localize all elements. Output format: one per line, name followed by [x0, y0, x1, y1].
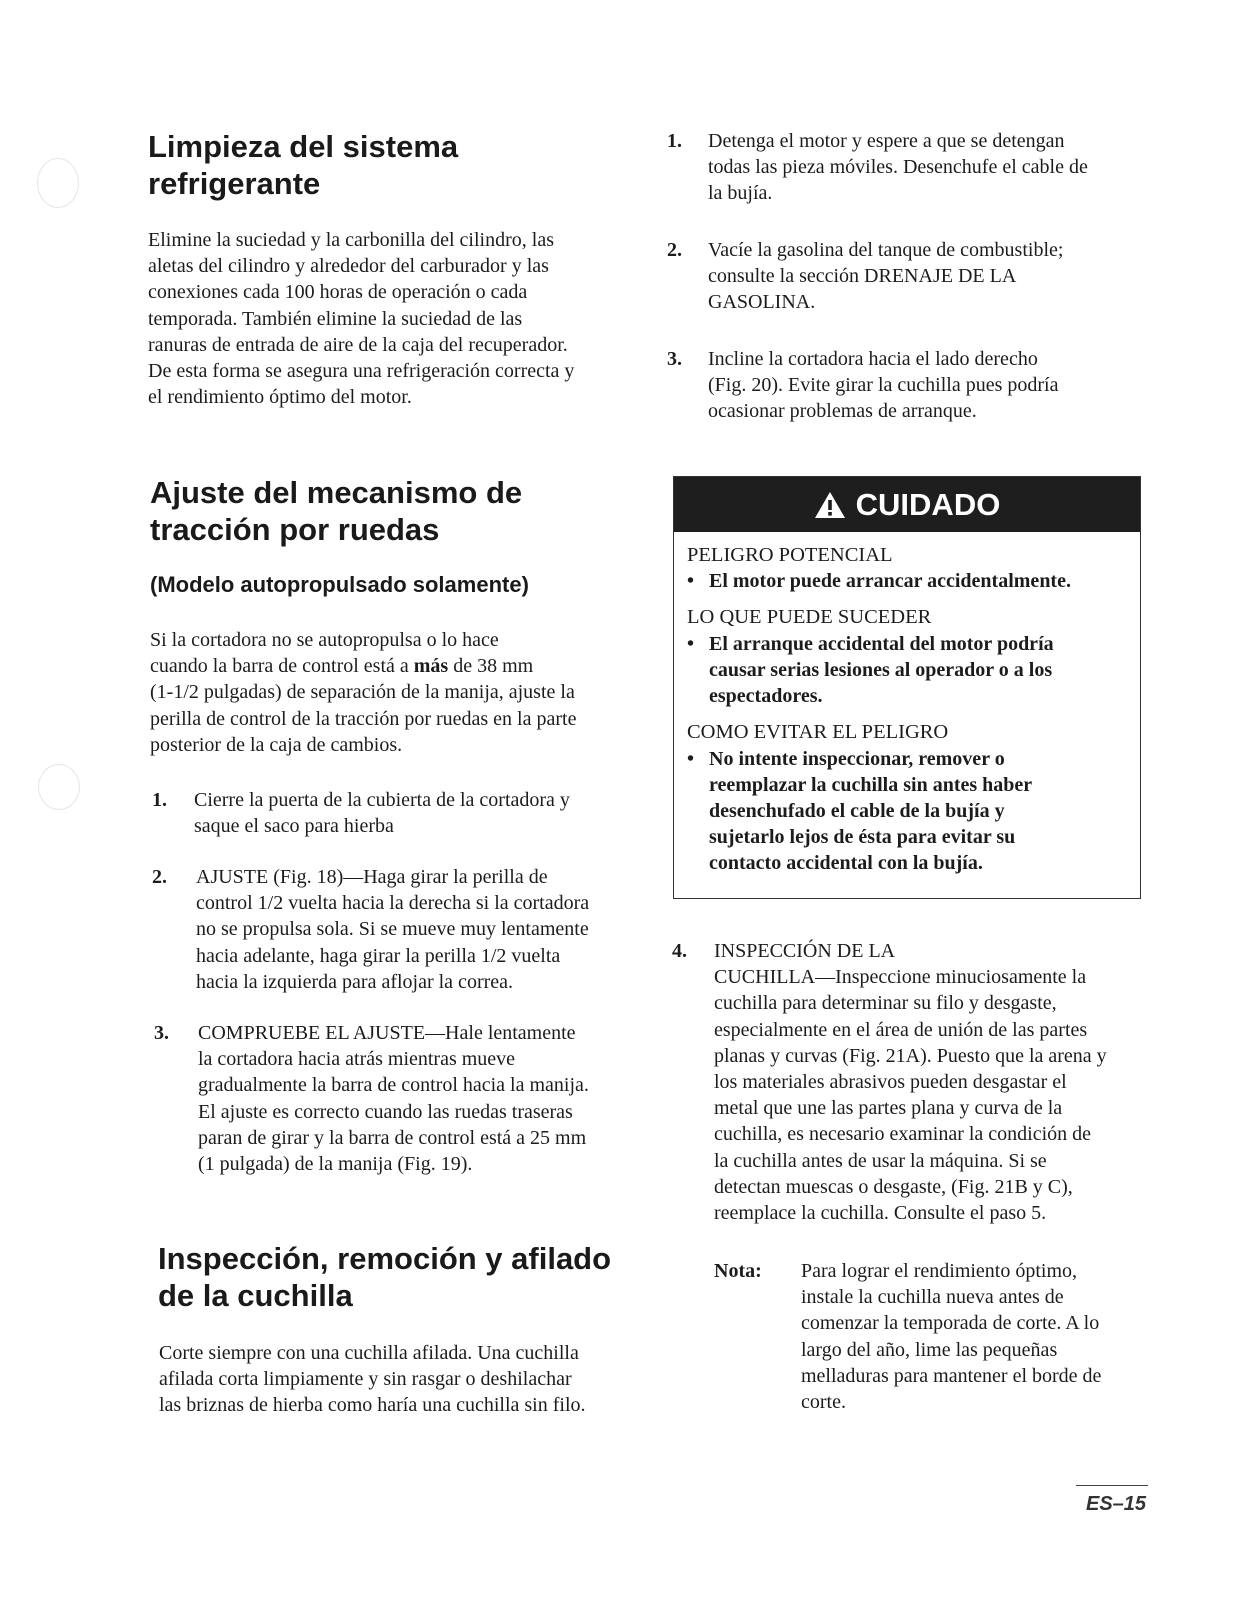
paragraph-line: (1-1/2 pulgadas) de separación de la manija, ajuste la — [150, 681, 575, 704]
bullet-line: sujetarlo lejos de ésta para evitar su — [709, 826, 1016, 848]
step-line: no se propulsa sola. Si se mueve muy lentamente — [196, 918, 589, 941]
step-number: 2. — [667, 239, 682, 261]
step-line: especialmente en el área de unión de las partes — [714, 1018, 1088, 1041]
bullet-line: causar serias lesiones al operador o a los — [709, 659, 1053, 681]
bullet-icon: • — [687, 748, 695, 770]
paragraph-line: De esta forma se asegura una refrigeración correcta y — [148, 360, 575, 383]
step-line: detectan muescas o desgaste, (Fig. 21B y C), — [714, 1175, 1073, 1198]
section-title — [158, 1240, 638, 1314]
step-line: cuchilla, es necesario examinar la condición de — [714, 1123, 1092, 1146]
step-line: los materiales abrasivos pueden desgastar el — [714, 1071, 1067, 1094]
step-text — [714, 938, 1154, 1226]
section-drive-adjust — [150, 474, 620, 548]
step-text — [194, 787, 570, 839]
step-line: gradualmente la barra de control hacia la manija. — [198, 1074, 589, 1097]
step-number: 1. — [667, 130, 682, 152]
step-number: 3. — [154, 1022, 169, 1044]
bullet-text — [709, 631, 1119, 709]
step-line: Detenga el motor y espere a que se detengan — [708, 130, 1065, 152]
caution-box — [673, 476, 1141, 899]
section-blade — [158, 1240, 638, 1314]
step-text — [708, 346, 1058, 425]
cooling-paragraph — [148, 227, 628, 410]
hazard-heading: PELIGRO POTENCIAL — [687, 544, 893, 566]
drive-intro-paragraph — [150, 627, 630, 758]
step-line: todas las pieza móviles. Desenchufe el cable de — [708, 156, 1088, 179]
step-line: (1 pulgada) de la manija (Fig. 19). — [198, 1153, 473, 1176]
step-number: 4. — [672, 940, 687, 962]
step-line: consulte la sección DRENAJE DE LA — [708, 265, 1017, 288]
step-line: paran de girar y la barra de control está a 25 mm — [198, 1126, 587, 1149]
note-line: largo del año, lime las pequeñas — [801, 1338, 1058, 1361]
text-run: de 38 mm — [448, 655, 534, 678]
paragraph-line: Corte siempre con una cuchilla afilada. Una cuchilla — [159, 1342, 579, 1364]
bullet-line: espectadores. — [709, 685, 823, 707]
title-line: de la cuchilla — [158, 1278, 353, 1313]
paragraph-line: las briznas de hierba como haría una cuchilla sin filo. — [159, 1394, 586, 1417]
note-line: instale la cuchilla nueva antes de — [801, 1286, 1064, 1309]
scan-mark — [38, 764, 80, 810]
step-line: CUCHILLA—Inspeccione minuciosamente la — [714, 966, 1087, 989]
step-line: reemplace la cuchilla. Consulte el paso 5. — [714, 1202, 1047, 1225]
step-line: la cortadora hacia atrás mientras mueve — [198, 1048, 516, 1071]
note-line: comenzar la temporada de corte. A lo — [801, 1312, 1100, 1335]
step-text — [708, 237, 1063, 316]
scan-mark — [37, 158, 79, 208]
title-line: refrigerante — [148, 166, 321, 201]
step-text — [708, 128, 1088, 207]
bullet-icon: • — [687, 633, 695, 655]
note-label: Nota: — [714, 1260, 762, 1282]
bullet-line: El motor puede arrancar accidentalmente. — [709, 570, 1071, 592]
section-cooling — [148, 128, 618, 202]
bullet-line: contacto accidental con la bujía. — [709, 852, 983, 874]
warning-triangle-icon — [814, 491, 846, 519]
step-line: COMPRUEBE EL AJUSTE—Hale lentamente — [198, 1022, 576, 1044]
title-line: Inspección, remoción y afilado — [158, 1241, 612, 1276]
step-line: Vacíe la gasolina del tanque de combustible; — [708, 239, 1064, 261]
step-line: hacia la izquierda para aflojar la correa. — [196, 970, 514, 993]
bullet-line: reemplazar la cuchilla sin antes haber — [709, 774, 1033, 796]
bullet-line: No intente inspeccionar, remover o — [709, 748, 1005, 770]
step-line: INSPECCIÓN DE LA — [714, 940, 896, 962]
title-line: tracción por ruedas — [150, 512, 440, 547]
paragraph-line — [150, 653, 630, 679]
note-text — [801, 1258, 1151, 1415]
step-number: 3. — [667, 348, 682, 370]
bullet-text — [709, 746, 1119, 876]
bullet-line: desenchufado el cable de la bujía y — [709, 800, 1005, 822]
step-line: hacia adelante, haga girar la perilla 1/2 vuelta — [196, 944, 561, 967]
step-line: Cierre la puerta de la cubierta de la cortadora y — [194, 789, 570, 811]
bullet-icon: • — [687, 570, 695, 592]
step-line: saque el saco para hierba — [194, 815, 394, 838]
text-run: cuando la barra de control está a — [150, 655, 414, 678]
step-text — [196, 864, 589, 995]
section-title — [150, 474, 620, 548]
paragraph-line: ranuras de entrada de aire de la caja del recuperador. — [148, 333, 568, 356]
caution-header — [674, 477, 1140, 532]
step-line: la bujía. — [708, 182, 773, 205]
emphasis: más — [413, 655, 449, 678]
paragraph-line: Si la cortadora no se autopropulsa o lo hace — [150, 629, 499, 651]
footer-rule — [1076, 1485, 1148, 1486]
paragraph-line: aletas del cilindro y alrededor del carburador y las — [148, 255, 549, 278]
step-line: Incline la cortadora hacia el lado derecho — [708, 348, 1038, 370]
step-line: control 1/2 vuelta hacia la derecha si la cortadora — [196, 892, 590, 915]
step-line: GASOLINA. — [708, 291, 816, 314]
bullet-line: El arranque accidental del motor podría — [709, 633, 1054, 655]
step-line: AJUSTE (Fig. 18)—Haga girar la perilla de — [196, 866, 548, 888]
step-line: ocasionar problemas de arranque. — [708, 400, 977, 423]
paragraph-line: el rendimiento óptimo del motor. — [148, 386, 412, 409]
step-line: planas y curvas (Fig. 21A). Puesto que la arena y — [714, 1044, 1107, 1067]
step-line: (Fig. 20). Evite girar la cuchilla pues podría — [708, 374, 1059, 397]
paragraph-line: Elimine la suciedad y la carbonilla del cilindro, las — [148, 229, 554, 251]
step-line: metal que une las partes plana y curva de la — [714, 1097, 1063, 1120]
paragraph-line: posterior de la caja de cambios. — [150, 733, 403, 756]
paragraph-line: afilada corta limpiamente y sin rasgar o deshilachar — [159, 1368, 572, 1391]
step-line: El ajuste es correcto cuando las ruedas traseras — [198, 1100, 573, 1123]
step-number: 1. — [152, 789, 167, 811]
step-text — [198, 1020, 589, 1177]
step-line: cuchilla para determinar su filo y desgaste, — [714, 992, 1057, 1015]
page-number: ES–15 — [1086, 1493, 1147, 1515]
step-line: la cuchilla antes de usar la máquina. Si se — [714, 1149, 1047, 1172]
section-subtitle: (Modelo autopropulsado solamente) — [150, 572, 529, 597]
note-line: Para lograr el rendimiento óptimo, — [801, 1260, 1078, 1282]
title-line: Limpieza del sistema — [148, 129, 459, 164]
consequence-heading: LO QUE PUEDE SUCEDER — [687, 606, 932, 628]
paragraph-line: temporada. También elimine la suciedad de las — [148, 307, 523, 330]
note-line: melladuras para mantener el borde de — [801, 1364, 1102, 1387]
section-title — [148, 128, 618, 202]
avoidance-heading: COMO EVITAR EL PELIGRO — [687, 721, 949, 743]
paragraph-line: perilla de control de la tracción por ruedas en la parte — [150, 707, 577, 730]
step-number: 2. — [152, 866, 167, 888]
paragraph-line: conexiones cada 100 horas de operación o cada — [148, 281, 528, 304]
caution-title: CUIDADO — [855, 486, 1001, 522]
note-line: corte. — [801, 1391, 846, 1414]
blade-paragraph — [159, 1340, 639, 1419]
title-line: Ajuste del mecanismo de — [150, 475, 523, 510]
bullet-text — [709, 568, 1129, 594]
